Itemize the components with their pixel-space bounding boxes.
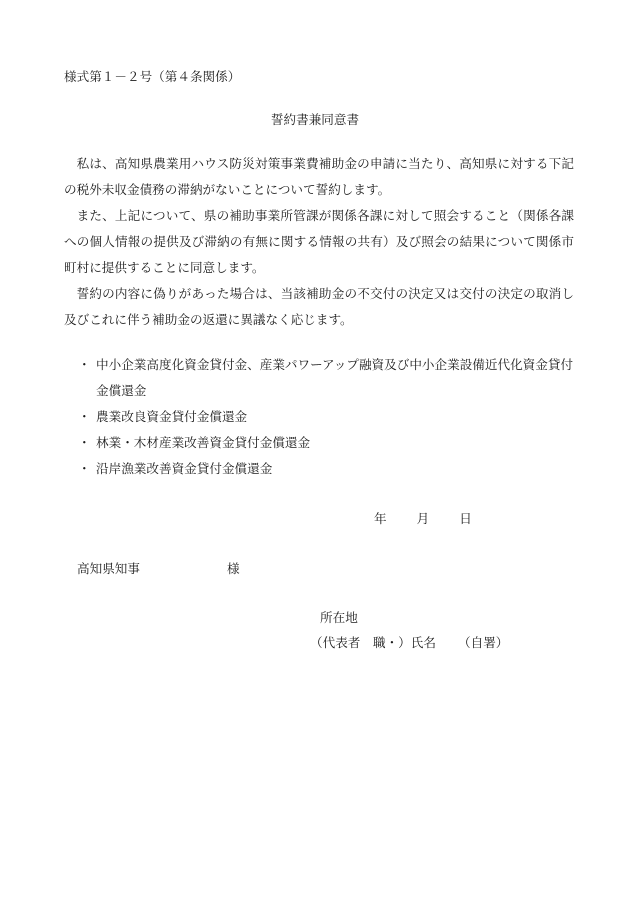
debt-list-item	[78, 430, 574, 456]
signer-name-label: （代表者 職・）氏名	[310, 635, 436, 650]
date-day-label: 日	[459, 511, 472, 526]
debt-item-text: 沿岸漁業改善資金貸付金償還金	[96, 461, 273, 476]
document-title: 誓約書兼同意書	[270, 112, 360, 127]
signer-line	[310, 632, 509, 651]
pledge-paragraph-2: また、上記について、県の補助事業所管課が関係各課に対して照会すること（関係各課への個人情報の提供及び滞納の有無に関する情報の共有）及び照会の結果について関係市町村に提供することに同意します。	[64, 208, 574, 275]
date-month-label: 月	[416, 511, 430, 526]
debt-list-item	[78, 456, 574, 482]
addressee-name: 高知県知事	[77, 561, 140, 576]
location-label: 所在地	[320, 610, 358, 625]
date-line	[374, 508, 472, 527]
bullet-mark: ・	[78, 357, 91, 372]
debt-list	[78, 352, 574, 482]
form-number: 様式第１－２号（第４条関係）	[64, 69, 241, 84]
debt-list-item	[78, 352, 574, 404]
debt-list-item	[78, 404, 574, 430]
debt-item-text: 農業改良資金貸付金償還金	[96, 409, 248, 424]
addressee-line	[77, 558, 240, 577]
autograph-note: （自署）	[458, 635, 509, 650]
bullet-mark: ・	[78, 409, 91, 424]
bullet-mark: ・	[78, 461, 91, 476]
bullet-mark: ・	[78, 435, 91, 450]
debt-item-text: 林業・木材産業改善資金貸付金償還金	[96, 435, 311, 450]
pledge-paragraph-3: 誓約の内容に偽りがあった場合は、当該補助金の不交付の決定又は交付の決定の取消し及びこれに伴う補助金の返還に異議なく応じます。	[64, 286, 574, 327]
debt-item-text: 中小企業高度化資金貸付金、産業パワーアップ融資及び中小企業設備近代化資金貸付金償還金	[96, 357, 574, 398]
pledge-body	[64, 151, 574, 333]
pledge-paragraph-1: 私は、高知県農業用ハウス防災対策事業費補助金の申請に当たり、高知県に対する下記の税外未収金債務の滞納がないことについて誓約します。	[64, 156, 574, 197]
date-year-label: 年	[374, 511, 387, 526]
addressee-honorific: 様	[227, 561, 240, 576]
